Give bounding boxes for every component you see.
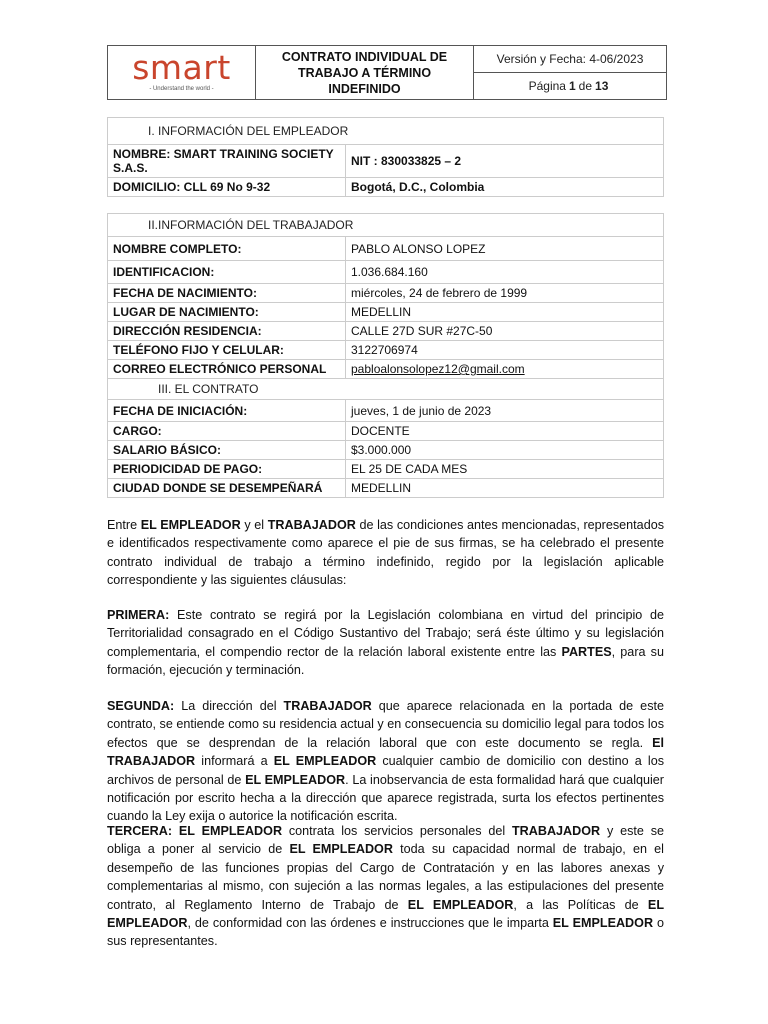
contract-row-value: $3.000.000 (346, 441, 664, 460)
page-indicator (474, 73, 666, 99)
bold-run: TRABAJADOR (267, 518, 356, 532)
bold-run: EL EMPLEADOR (407, 897, 514, 912)
contract-row-value: EL 25 DE CADA MES (346, 460, 664, 479)
worker-row-value: miércoles, 24 de febrero de 1999 (346, 284, 664, 303)
clause-tercera (107, 822, 664, 951)
page-current: 1 (568, 79, 576, 93)
worker-row-label: FECHA DE NACIMIENTO: (108, 284, 346, 303)
logo-wordmark: smart (132, 48, 231, 87)
clause-segunda (107, 697, 664, 826)
worker-contract-table (107, 213, 664, 498)
worker-row-value: 1.036.684.160 (346, 261, 664, 284)
employer-city: Bogotá, D.C., Colombia (346, 178, 664, 197)
version-date: Versión y Fecha: 4-06/2023 (474, 46, 666, 73)
text-run: y este se obliga a poner al servicio de (107, 824, 665, 857)
worker-row-value: MEDELLIN (346, 303, 664, 322)
contract-row-label: SALARIO BÁSICO: (108, 441, 346, 460)
bold-run: EL EMPLEADOR (140, 518, 241, 532)
text-run: Este contrato se regirá por la Legislación colombiana en virtud del principio de Territorialidad consagrado en el Código Sustantivo del Trabajo; será éste último y su legislación complementaria, el compendio rector de la relación laboral existente entre las (107, 608, 664, 659)
bold-run: PARTES (561, 644, 612, 659)
document-meta (474, 46, 666, 99)
contract-row-label: CIUDAD DONDE SE DESEMPEÑARÁ (108, 479, 346, 498)
bold-run: TRABAJADOR (283, 699, 372, 713)
text-run: de las condiciones antes mencionadas, representados e identificados respectivamente como aparece el pie de sus firmas, se ha celebrado el presente contrato individual de trabajo a término indefinido, regido por la legislación aplicable correspondiente y las siguientes cláusulas: (107, 518, 664, 588)
worker-row-label: TELÉFONO FIJO Y CELULAR: (108, 341, 346, 360)
contract-row-label: PERIODICIDAD DE PAGO: (108, 460, 346, 479)
bold-run: EL EMPLEADOR (552, 916, 654, 931)
page-label: Página (528, 79, 566, 93)
text-run: , para su formación, ejecución y terminación. (107, 644, 664, 678)
worker-row-label: DIRECCIÓN RESIDENCIA: (108, 322, 346, 341)
contract-row-label: CARGO: (108, 422, 346, 441)
text-run: , de conformidad con las órdenes e instrucciones que le imparta (187, 916, 553, 931)
text-run: . La inobservancia de esta formalidad hará que cualquier notificación por escrito hecha a la dirección que aparece registrada, surta los efectos pertinentes cuando la Ley exija o autorice la notificación escrita. (107, 772, 664, 824)
employer-table (107, 117, 664, 197)
bold-run: TRABAJADOR (511, 824, 601, 838)
worker-row-value: CALLE 27D SUR #27C-50 (346, 322, 664, 341)
page-of: de (578, 79, 593, 93)
contract-row-value: MEDELLIN (346, 479, 664, 498)
bold-run: EL EMPLEADOR (245, 772, 346, 787)
contract-row-label: FECHA DE INICIACIÓN: (108, 400, 346, 422)
text-run: La dirección del (174, 699, 284, 713)
worker-email-link[interactable]: pabloalonsolopez12@gmail.com (346, 360, 664, 379)
bold-run: EL EMPLEADOR (289, 842, 393, 857)
worker-row-value: PABLO ALONSO LOPEZ (346, 237, 664, 261)
text-run: toda su capacidad normal de trabajo, en el desempeño de las funciones propias del Cargo de Contratación y en las labores anexas y complementarias al mismo, con sujeción a las normas legales, a las estipulaciones del presente contrato, al Reglamento Interno de Trabajo de (107, 842, 664, 912)
clause-heading: PRIMERA: (107, 608, 170, 622)
worker-row-label: LUGAR DE NACIMIENTO: (108, 303, 346, 322)
text-run: Entre (107, 518, 141, 532)
page-total: 13 (595, 79, 609, 93)
employer-nit: NIT : 830033825 – 2 (346, 145, 664, 178)
text-run: informará a (195, 754, 274, 769)
worker-row-label: CORREO ELECTRÓNICO PERSONAL (108, 360, 346, 379)
employer-name: NOMBRE: SMART TRAINING SOCIETY S.A.S. (108, 145, 346, 178)
document-title: CONTRATO INDIVIDUAL DE TRABAJO A TÉRMINO INDEFINIDO (256, 46, 474, 99)
intro-paragraph (107, 516, 664, 590)
clause-primera (107, 606, 664, 680)
worker-row-value: 3122706974 (346, 341, 664, 360)
employer-address: DOMICILIO: CLL 69 No 9-32 (108, 178, 346, 197)
document-header (107, 45, 667, 100)
employer-section-title: I. INFORMACIÓN DEL EMPLEADOR (108, 118, 664, 145)
logo-tagline: - Understand the world - (149, 86, 214, 92)
contract-row-value: jueves, 1 de junio de 2023 (346, 400, 664, 422)
bold-run: El TRABAJADOR (107, 735, 664, 769)
text-run: contrata los servicios personales del (282, 824, 512, 838)
text-run: cualquier cambio de domicilio con destino a los archivos de personal de (107, 754, 664, 787)
clause-heading: TERCERA: EL EMPLEADOR (107, 824, 283, 838)
clause-heading: SEGUNDA: (107, 699, 175, 713)
worker-section-title: II.INFORMACIÓN DEL TRABAJADOR (108, 214, 664, 237)
contract-section-title: III. EL CONTRATO (108, 379, 664, 400)
text-run: y el (240, 518, 268, 532)
bold-run: EL EMPLEADOR (273, 754, 377, 769)
contract-row-value: DOCENTE (346, 422, 664, 441)
company-logo (108, 46, 256, 99)
text-run: que aparece relacionada en la portada de este contrato, se entiende como su residencia actual y en consecuencia su domicilio legal para todos los efectos que se desprendan de la relación laboral que con este documento se regla. (107, 699, 664, 750)
worker-row-label: IDENTIFICACION: (108, 261, 346, 284)
text-run: o sus representantes. (107, 916, 664, 949)
bold-run: EL EMPLEADOR (107, 897, 665, 931)
worker-row-label: NOMBRE COMPLETO: (108, 237, 346, 261)
text-run: , a las Políticas de (513, 897, 648, 912)
